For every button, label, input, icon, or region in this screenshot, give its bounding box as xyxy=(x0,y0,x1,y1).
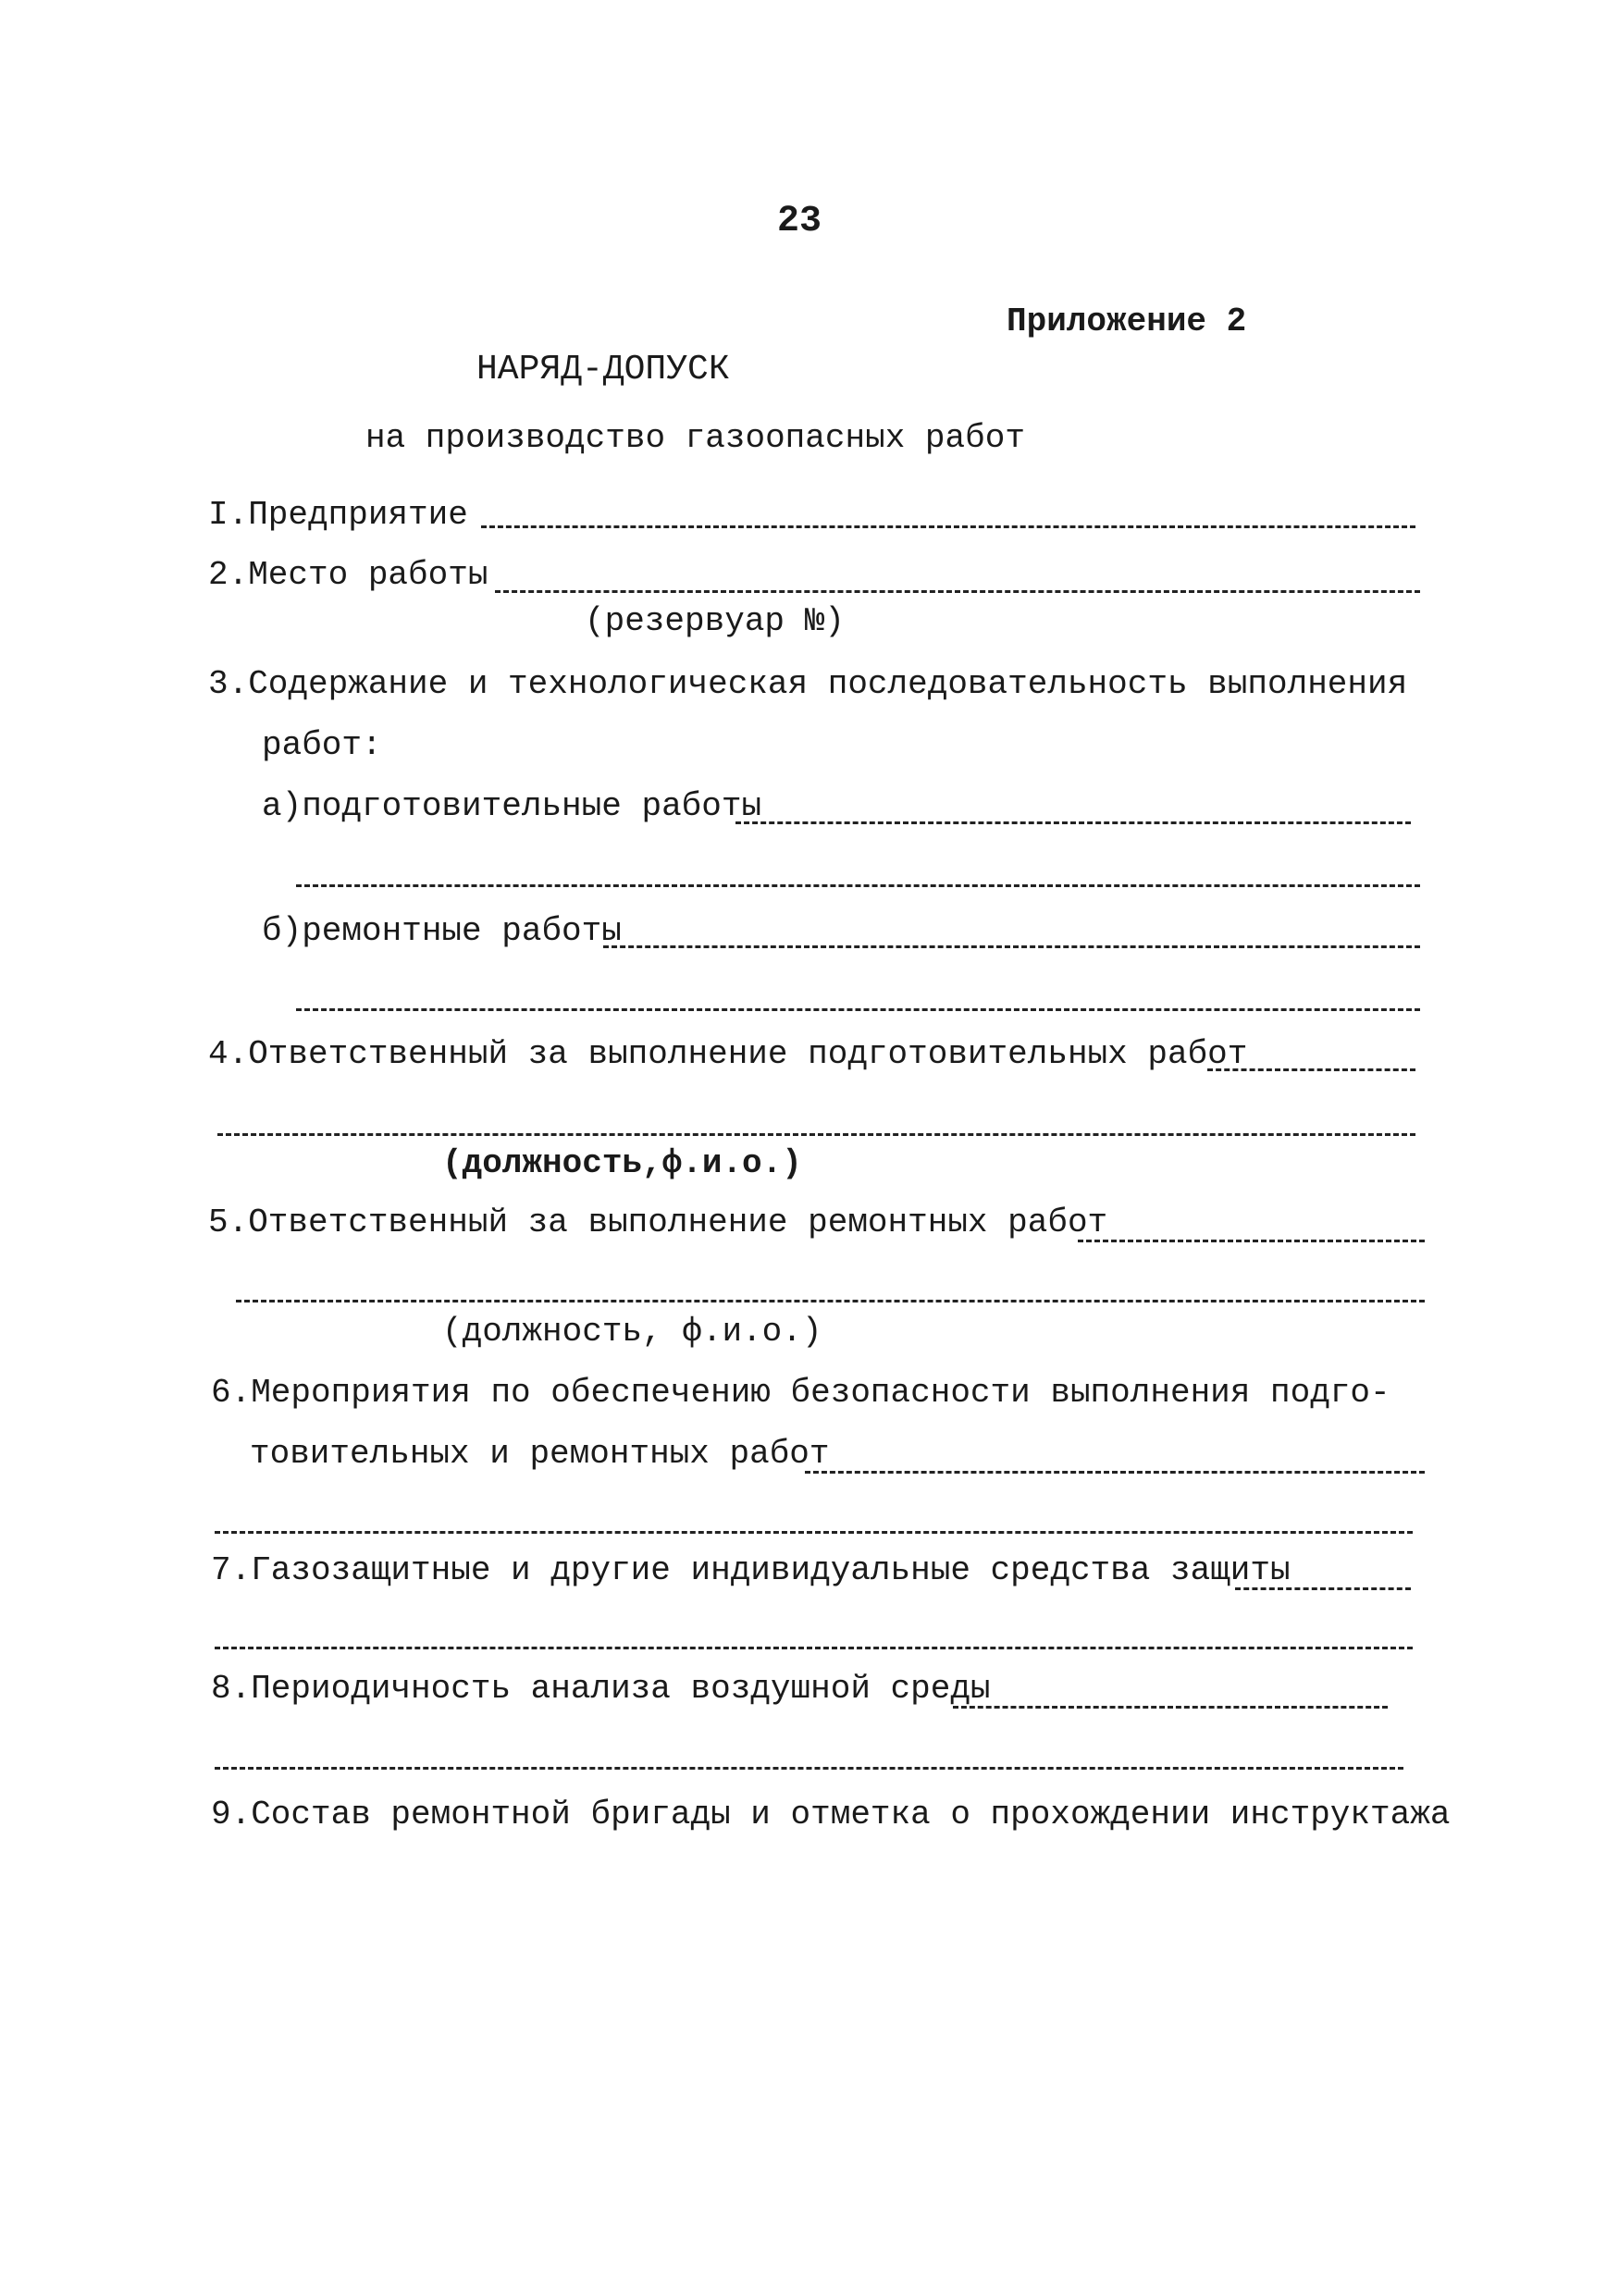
field-workplace-line[interactable] xyxy=(495,590,1420,593)
field-repair-responsible-line[interactable] xyxy=(1078,1240,1425,1242)
field-repair-works-line[interactable] xyxy=(603,945,1420,948)
field-protection-line-2[interactable] xyxy=(215,1647,1413,1649)
field-repair-responsible-line-2[interactable] xyxy=(236,1300,1425,1302)
document-title: НАРЯД-ДОПУСК xyxy=(476,350,730,389)
field-prep-responsible-line[interactable] xyxy=(1207,1068,1415,1071)
field-air-analysis-label: 8.Периодичность анализа воздушной среды xyxy=(211,1670,991,1708)
field-brigade-label: 9.Состав ремонтной бригады и отметка о прохождении инструктажа xyxy=(211,1796,1451,1833)
field-protection-label: 7.Газозащитные и другие индивидуальные средства защиты xyxy=(211,1551,1291,1589)
field-air-analysis-line-2[interactable] xyxy=(215,1767,1403,1770)
page-number: 23 xyxy=(777,201,822,242)
field-repair-works-label: б)ремонтные работы xyxy=(262,912,622,950)
field-repair-works-line-2[interactable] xyxy=(296,1008,1420,1011)
field-workplace-label: 2.Место работы xyxy=(208,556,488,594)
document-subtitle: на производство газоопасных работ xyxy=(365,419,1025,457)
field-repair-responsible-note: (должность, ф.и.о.) xyxy=(442,1313,822,1351)
appendix-label: Приложение 2 xyxy=(1007,302,1247,340)
field-repair-responsible-label: 5.Ответственный за выполнение ремонтных работ xyxy=(208,1204,1108,1241)
field-content-label: 3.Содержание и технологическая последовательность выполнения xyxy=(208,665,1408,703)
field-prep-responsible-label: 4.Ответственный за выполнение подготовительных работ xyxy=(208,1035,1248,1073)
field-enterprise-label: I.Предприятие xyxy=(208,496,468,534)
field-prep-works-line[interactable] xyxy=(735,821,1411,824)
field-workplace-note: (резервуар №) xyxy=(585,602,845,640)
field-prep-responsible-line-2[interactable] xyxy=(217,1133,1415,1136)
field-safety-measures-label: 6.Мероприятия по обеспечению безопасности выполнения подго- xyxy=(211,1374,1390,1412)
field-safety-measures-label-cont: товительных и ремонтных работ xyxy=(250,1435,830,1473)
field-prep-responsible-note: (должность,ф.и.о.) xyxy=(442,1144,802,1182)
field-safety-measures-line-2[interactable] xyxy=(215,1531,1413,1534)
field-prep-works-label: а)подготовительные работы xyxy=(262,787,762,825)
field-content-label-cont: работ: xyxy=(262,726,382,764)
field-prep-works-line-2[interactable] xyxy=(296,884,1420,887)
field-safety-measures-line[interactable] xyxy=(805,1471,1425,1474)
field-protection-line[interactable] xyxy=(1235,1587,1411,1590)
field-air-analysis-line[interactable] xyxy=(953,1706,1388,1709)
field-enterprise-line[interactable] xyxy=(481,525,1415,528)
